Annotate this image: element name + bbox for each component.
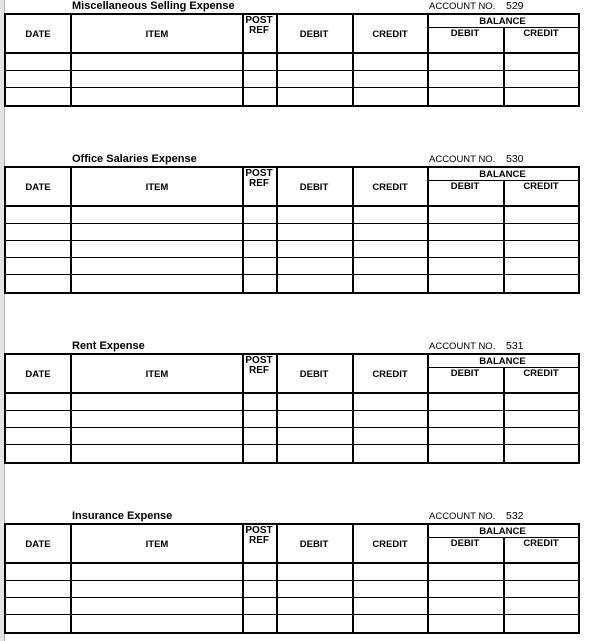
header-balance-credit: CREDIT xyxy=(523,181,559,192)
header-item: ITEM xyxy=(145,539,169,550)
ledger-row xyxy=(6,54,578,71)
header-post-ref xyxy=(242,169,276,189)
header-date: DATE xyxy=(25,182,51,193)
cell-debit[interactable] xyxy=(278,564,352,580)
cell-credit[interactable] xyxy=(354,428,427,444)
cell-debit[interactable] xyxy=(278,275,352,292)
cell-balance-debit[interactable] xyxy=(429,71,503,87)
cell-date[interactable] xyxy=(6,241,70,257)
header-item: ITEM xyxy=(145,182,169,193)
header-date: DATE xyxy=(25,29,51,40)
cell-credit[interactable] xyxy=(354,564,427,580)
cell-post-ref[interactable] xyxy=(244,615,276,632)
account-title: Insurance Expense xyxy=(72,510,173,522)
cell-balance-debit[interactable] xyxy=(429,54,503,70)
cell-credit[interactable] xyxy=(354,258,427,274)
cell-balance-debit[interactable] xyxy=(429,428,503,444)
ledger-row xyxy=(6,258,578,275)
cell-debit[interactable] xyxy=(278,581,352,597)
ledger-row xyxy=(6,428,578,445)
cell-debit[interactable] xyxy=(278,224,352,240)
header-credit: CREDIT xyxy=(372,369,408,380)
header-balance-credit: CREDIT xyxy=(523,538,559,549)
cell-debit[interactable] xyxy=(278,241,352,257)
header-ref: REF xyxy=(249,365,269,376)
header-post-ref xyxy=(242,526,276,546)
cell-debit[interactable] xyxy=(278,411,352,427)
cell-balance-debit[interactable] xyxy=(429,88,503,105)
cell-date[interactable] xyxy=(6,207,70,223)
cell-balance-debit[interactable] xyxy=(429,241,503,257)
ledger-header-row xyxy=(6,15,578,54)
account-number-label: ACCOUNT NO. xyxy=(429,341,496,352)
header-debit: DEBIT xyxy=(299,182,329,193)
ledger-table xyxy=(4,353,580,464)
header-balance-credit: CREDIT xyxy=(523,368,559,379)
cell-balance-credit[interactable] xyxy=(505,598,578,614)
cell-balance-debit[interactable] xyxy=(429,598,503,614)
cell-credit[interactable] xyxy=(354,275,427,292)
cell-item[interactable] xyxy=(72,54,242,70)
ledger-table xyxy=(4,166,580,294)
cell-balance-credit[interactable] xyxy=(505,224,578,240)
cell-balance-credit[interactable] xyxy=(505,241,578,257)
header-post-ref xyxy=(242,16,276,36)
header-balance-debit: DEBIT xyxy=(450,538,480,549)
cell-item[interactable] xyxy=(72,428,242,444)
cell-post-ref[interactable] xyxy=(244,411,276,427)
cell-balance-credit[interactable] xyxy=(505,564,578,580)
cell-debit[interactable] xyxy=(278,258,352,274)
cell-debit[interactable] xyxy=(278,88,352,105)
ledger-header-row xyxy=(6,168,578,207)
cell-date[interactable] xyxy=(6,581,70,597)
header-balance: BALANCE xyxy=(479,169,526,180)
cell-balance-credit[interactable] xyxy=(505,615,578,632)
cell-post-ref[interactable] xyxy=(244,275,276,292)
account-number-label: ACCOUNT NO. xyxy=(429,1,496,12)
cell-credit[interactable] xyxy=(354,54,427,70)
header-post-ref xyxy=(242,356,276,376)
ledger-row xyxy=(6,564,578,581)
header-post: POST xyxy=(245,15,273,26)
ledger-row xyxy=(6,394,578,411)
cell-debit[interactable] xyxy=(278,207,352,223)
ledger-row xyxy=(6,88,578,105)
cell-credit[interactable] xyxy=(354,88,427,105)
cell-balance-debit[interactable] xyxy=(429,224,503,240)
cell-credit[interactable] xyxy=(354,615,427,632)
cell-balance-credit[interactable] xyxy=(505,445,578,462)
account-number: 529 xyxy=(506,0,524,12)
cell-date[interactable] xyxy=(6,258,70,274)
cell-item[interactable] xyxy=(72,207,242,223)
header-debit: DEBIT xyxy=(299,29,329,40)
cell-post-ref[interactable] xyxy=(244,54,276,70)
ledger-row xyxy=(6,241,578,258)
header-credit: CREDIT xyxy=(372,29,408,40)
cell-date[interactable] xyxy=(6,411,70,427)
header-credit: CREDIT xyxy=(372,182,408,193)
cell-date[interactable] xyxy=(6,564,70,580)
cell-item[interactable] xyxy=(72,598,242,614)
ledger-row xyxy=(6,71,578,88)
cell-item[interactable] xyxy=(72,241,242,257)
cell-post-ref[interactable] xyxy=(244,394,276,410)
header-ref: REF xyxy=(249,25,269,36)
cell-balance-debit[interactable] xyxy=(429,207,503,223)
cell-post-ref[interactable] xyxy=(244,88,276,105)
ledger-table xyxy=(4,13,580,107)
header-balance: BALANCE xyxy=(479,16,526,27)
header-post: POST xyxy=(245,168,273,179)
cell-item[interactable] xyxy=(72,445,242,462)
cell-balance-credit[interactable] xyxy=(505,71,578,87)
account-title: Miscellaneous Selling Expense xyxy=(72,0,235,12)
ledger-row xyxy=(6,581,578,598)
cell-item[interactable] xyxy=(72,71,242,87)
cell-post-ref[interactable] xyxy=(244,598,276,614)
cell-balance-debit[interactable] xyxy=(429,394,503,410)
cell-item[interactable] xyxy=(72,564,242,580)
cell-post-ref[interactable] xyxy=(244,445,276,462)
cell-item[interactable] xyxy=(72,224,242,240)
ledger-header-row xyxy=(6,355,578,394)
header-balance: BALANCE xyxy=(479,356,526,367)
cell-item[interactable] xyxy=(72,258,242,274)
header-item: ITEM xyxy=(145,29,169,40)
header-balance-debit: DEBIT xyxy=(450,28,480,39)
cell-credit[interactable] xyxy=(354,445,427,462)
cell-credit[interactable] xyxy=(354,394,427,410)
cell-credit[interactable] xyxy=(354,598,427,614)
account-number-label: ACCOUNT NO. xyxy=(429,511,496,522)
header-credit: CREDIT xyxy=(372,539,408,550)
cell-debit[interactable] xyxy=(278,71,352,87)
cell-post-ref[interactable] xyxy=(244,71,276,87)
cell-credit[interactable] xyxy=(354,411,427,427)
ledger-row xyxy=(6,411,578,428)
cell-date[interactable] xyxy=(6,275,70,292)
cell-debit[interactable] xyxy=(278,598,352,614)
cell-post-ref[interactable] xyxy=(244,428,276,444)
cell-item[interactable] xyxy=(72,411,242,427)
ledger-row xyxy=(6,275,578,292)
cell-post-ref[interactable] xyxy=(244,258,276,274)
header-date: DATE xyxy=(25,539,51,550)
cell-date[interactable] xyxy=(6,54,70,70)
header-date: DATE xyxy=(25,369,51,380)
cell-balance-credit[interactable] xyxy=(505,581,578,597)
cell-balance-credit[interactable] xyxy=(505,411,578,427)
cell-date[interactable] xyxy=(6,615,70,632)
cell-balance-debit[interactable] xyxy=(429,564,503,580)
account-title: Rent Expense xyxy=(72,340,145,352)
cell-balance-debit[interactable] xyxy=(429,258,503,274)
account-title: Office Salaries Expense xyxy=(72,153,197,165)
header-post: POST xyxy=(245,525,273,536)
ledger-row xyxy=(6,207,578,224)
header-ref: REF xyxy=(249,178,269,189)
cell-post-ref[interactable] xyxy=(244,224,276,240)
cell-debit[interactable] xyxy=(278,394,352,410)
cell-balance-credit[interactable] xyxy=(505,428,578,444)
cell-credit[interactable] xyxy=(354,581,427,597)
cell-credit[interactable] xyxy=(354,224,427,240)
header-ref: REF xyxy=(249,535,269,546)
header-debit: DEBIT xyxy=(299,539,329,550)
cell-balance-debit[interactable] xyxy=(429,411,503,427)
header-post: POST xyxy=(245,355,273,366)
cell-balance-credit[interactable] xyxy=(505,54,578,70)
cell-post-ref[interactable] xyxy=(244,564,276,580)
cell-balance-credit[interactable] xyxy=(505,275,578,292)
account-number: 530 xyxy=(506,153,524,165)
header-item: ITEM xyxy=(145,369,169,380)
cell-date[interactable] xyxy=(6,598,70,614)
cell-balance-credit[interactable] xyxy=(505,88,578,105)
cell-balance-debit[interactable] xyxy=(429,615,503,632)
cell-date[interactable] xyxy=(6,394,70,410)
cell-credit[interactable] xyxy=(354,207,427,223)
cell-date[interactable] xyxy=(6,88,70,105)
cell-credit[interactable] xyxy=(354,241,427,257)
cell-date[interactable] xyxy=(6,224,70,240)
cell-post-ref[interactable] xyxy=(244,241,276,257)
cell-date[interactable] xyxy=(6,445,70,462)
cell-date[interactable] xyxy=(6,428,70,444)
account-number: 532 xyxy=(506,510,524,522)
cell-item[interactable] xyxy=(72,275,242,292)
cell-item[interactable] xyxy=(72,394,242,410)
cell-item[interactable] xyxy=(72,581,242,597)
cell-post-ref[interactable] xyxy=(244,207,276,223)
header-balance-debit: DEBIT xyxy=(450,181,480,192)
cell-post-ref[interactable] xyxy=(244,581,276,597)
cell-date[interactable] xyxy=(6,71,70,87)
ledger-header-row xyxy=(6,525,578,564)
header-balance: BALANCE xyxy=(479,526,526,537)
cell-balance-debit[interactable] xyxy=(429,275,503,292)
ledger-row xyxy=(6,598,578,615)
cell-balance-debit[interactable] xyxy=(429,445,503,462)
cell-balance-credit[interactable] xyxy=(505,258,578,274)
cell-balance-credit[interactable] xyxy=(505,207,578,223)
cell-debit[interactable] xyxy=(278,445,352,462)
cell-credit[interactable] xyxy=(354,71,427,87)
cell-item[interactable] xyxy=(72,88,242,105)
cell-debit[interactable] xyxy=(278,54,352,70)
header-debit: DEBIT xyxy=(299,369,329,380)
cell-debit[interactable] xyxy=(278,428,352,444)
cell-debit[interactable] xyxy=(278,615,352,632)
ledger-row xyxy=(6,445,578,462)
cell-balance-debit[interactable] xyxy=(429,581,503,597)
ledger-table xyxy=(4,523,580,634)
header-balance-credit: CREDIT xyxy=(523,28,559,39)
ledger-row xyxy=(6,224,578,241)
account-number-label: ACCOUNT NO. xyxy=(429,154,496,165)
header-balance-debit: DEBIT xyxy=(450,368,480,379)
ledger-row xyxy=(6,615,578,632)
account-number: 531 xyxy=(506,340,524,352)
cell-balance-credit[interactable] xyxy=(505,394,578,410)
cell-item[interactable] xyxy=(72,615,242,632)
